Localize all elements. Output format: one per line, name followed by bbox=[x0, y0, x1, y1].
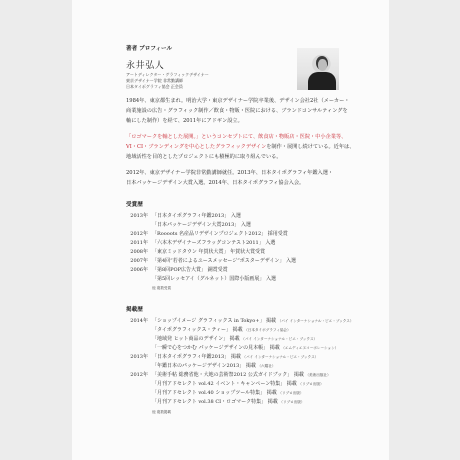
profile-page: 著者 プロフィール 永井弘人 アートディレクター・グラフィックデザイナー 東京デザイナー学院 非常勤講師 日本タイポグラフィ協会 正会員 1984年、東京都生まれ。明治大学・東京デザイナー学院卒業後、デザイン会社2社（メーカー・ 商業施設の広告・グラフィック制作／飲食・物販・医院における、ブランドコンサルティングを 軸にした制作）を経て、2011年にアドギン設立。 「ロゴマークを軸とした展開。」というコンセプトにて、飲食店・物販店・医院・中小企業等、 VI・CI・ブランディングを中心としたグラフィックデザインを制作・展開し続けている。近年は、 地域活性を目的としたプロジェクトにも積極的に取り組んでいる。 2012年、東京デザイナー学院非常勤講師就任。2013年、日本タイポグラフィ年鑑入選・ 日本パッケージデザイン大賞入選。2014年、日本タイポグラフィ協会入会。 受賞歴 2013年 「日本タイポグラフィ年鑑2013」 入選 「日本パッケージデザイン大賞2013」 入選 2012年 「Roooots 名産品リデザインプロジェクト2012」 採用受賞 2011年 「六本木デザイナーズフラッグコンテスト2011」 入選 2008年 「東京ミッドタウン 年賀状大賞」 年賀状大賞受賞 2007年 「第4回“若者によるユースメッセージ”ポスターデザイン」 入選 2006年 「第8回POP広告大賞」 銅賞受賞 「第5回レッセアイ（グルネット）国際小版画展」 入選 他 複数受賞 掲載歴 2014年 「ショップイメージ グラフィックス in Tokyo+」 掲載 （パイ インターナショナル・ピエ・ブックス） 「タイポグラフィックス・ティー」 掲載 （日本タイポグラフィ協会） 「地域発 ヒット商品のデザイン」 掲載 （パイ インターナショナル・ピエ・ブックス） 「一瞬で心をつかむ パッケージデザインの見本帳」 掲載 （エムディエヌコーポレーション） 2013年 「日本タイポグラフィ年鑑2013」 掲載 （パイ インターナショナル・ピエ・ブックス） 「年鑑日本のパッケージデザイン2013」 掲載 （六耀社） 2012年 「美術手帖 総務省他・大地の芸術祭2012 公式ガイドブック」 掲載 （美術出版社） 「月刊アドセレクト vol.42 イベント・キャンペーン特集」 掲載 （リブロ出版） 「月刊アドセレクト vol.40 ショップツール特集」 掲載 （リブロ出版） 「月刊アドセレクト vol.38 CI・ロゴマーク特集」 掲載 （リブロ出版） 他 複数掲載 bbox=[72, 0, 389, 460]
career-line-2: 日本パッケージデザイン大賞入選。2014年、日本タイポグラフィ協会入会。 bbox=[126, 180, 305, 186]
profile-heading: 著者 プロフィール bbox=[126, 46, 173, 52]
awards-heading: 受賞歴 bbox=[126, 202, 143, 208]
concept-highlight: VI・CI・ブランディングを中心としたグラフィックデザイン bbox=[126, 144, 267, 150]
concept-after: を制作・展開し続けている。近年は、 bbox=[266, 144, 355, 150]
concept-line-3: 地域活性を目的としたプロジェクトにも積極的に取り組んでいる。 bbox=[126, 154, 282, 160]
bio-line-1: 1984年、東京都生まれ。明治大学・東京デザイナー学院卒業後、デザイン会社2社（メーカー・ bbox=[126, 98, 350, 104]
author-title-1: アートディレクター・グラフィックデザイナー bbox=[126, 72, 209, 77]
bio-line-3: 軸にした制作）を経て、2011年にアドギン設立。 bbox=[126, 118, 243, 124]
author-title-2: 東京デザイナー学院 非常勤講師 bbox=[126, 78, 183, 83]
author-title-3: 日本タイポグラフィ協会 正会員 bbox=[126, 84, 183, 89]
publications-note: 他 複数掲載 bbox=[152, 410, 172, 414]
author-photo bbox=[297, 48, 339, 90]
concept-line-1: 「ロゴマークを軸とした展開。」というコンセプトにて、飲食店・物販店・医院・中小企業等、 bbox=[126, 134, 347, 140]
author-name: 永井弘人 bbox=[126, 61, 165, 71]
bio-line-2: 商業施設の広告・グラフィック制作／飲食・物販・医院における、ブランドコンサルティングを bbox=[126, 108, 348, 114]
awards-note: 他 複数受賞 bbox=[152, 286, 172, 290]
career-line-1: 2012年、東京デザイナー学院非常勤講師就任。2013年、日本タイポグラフィ年鑑入選・ bbox=[126, 170, 334, 176]
publications-heading: 掲載歴 bbox=[126, 307, 143, 313]
concept-line-2 bbox=[126, 142, 354, 153]
